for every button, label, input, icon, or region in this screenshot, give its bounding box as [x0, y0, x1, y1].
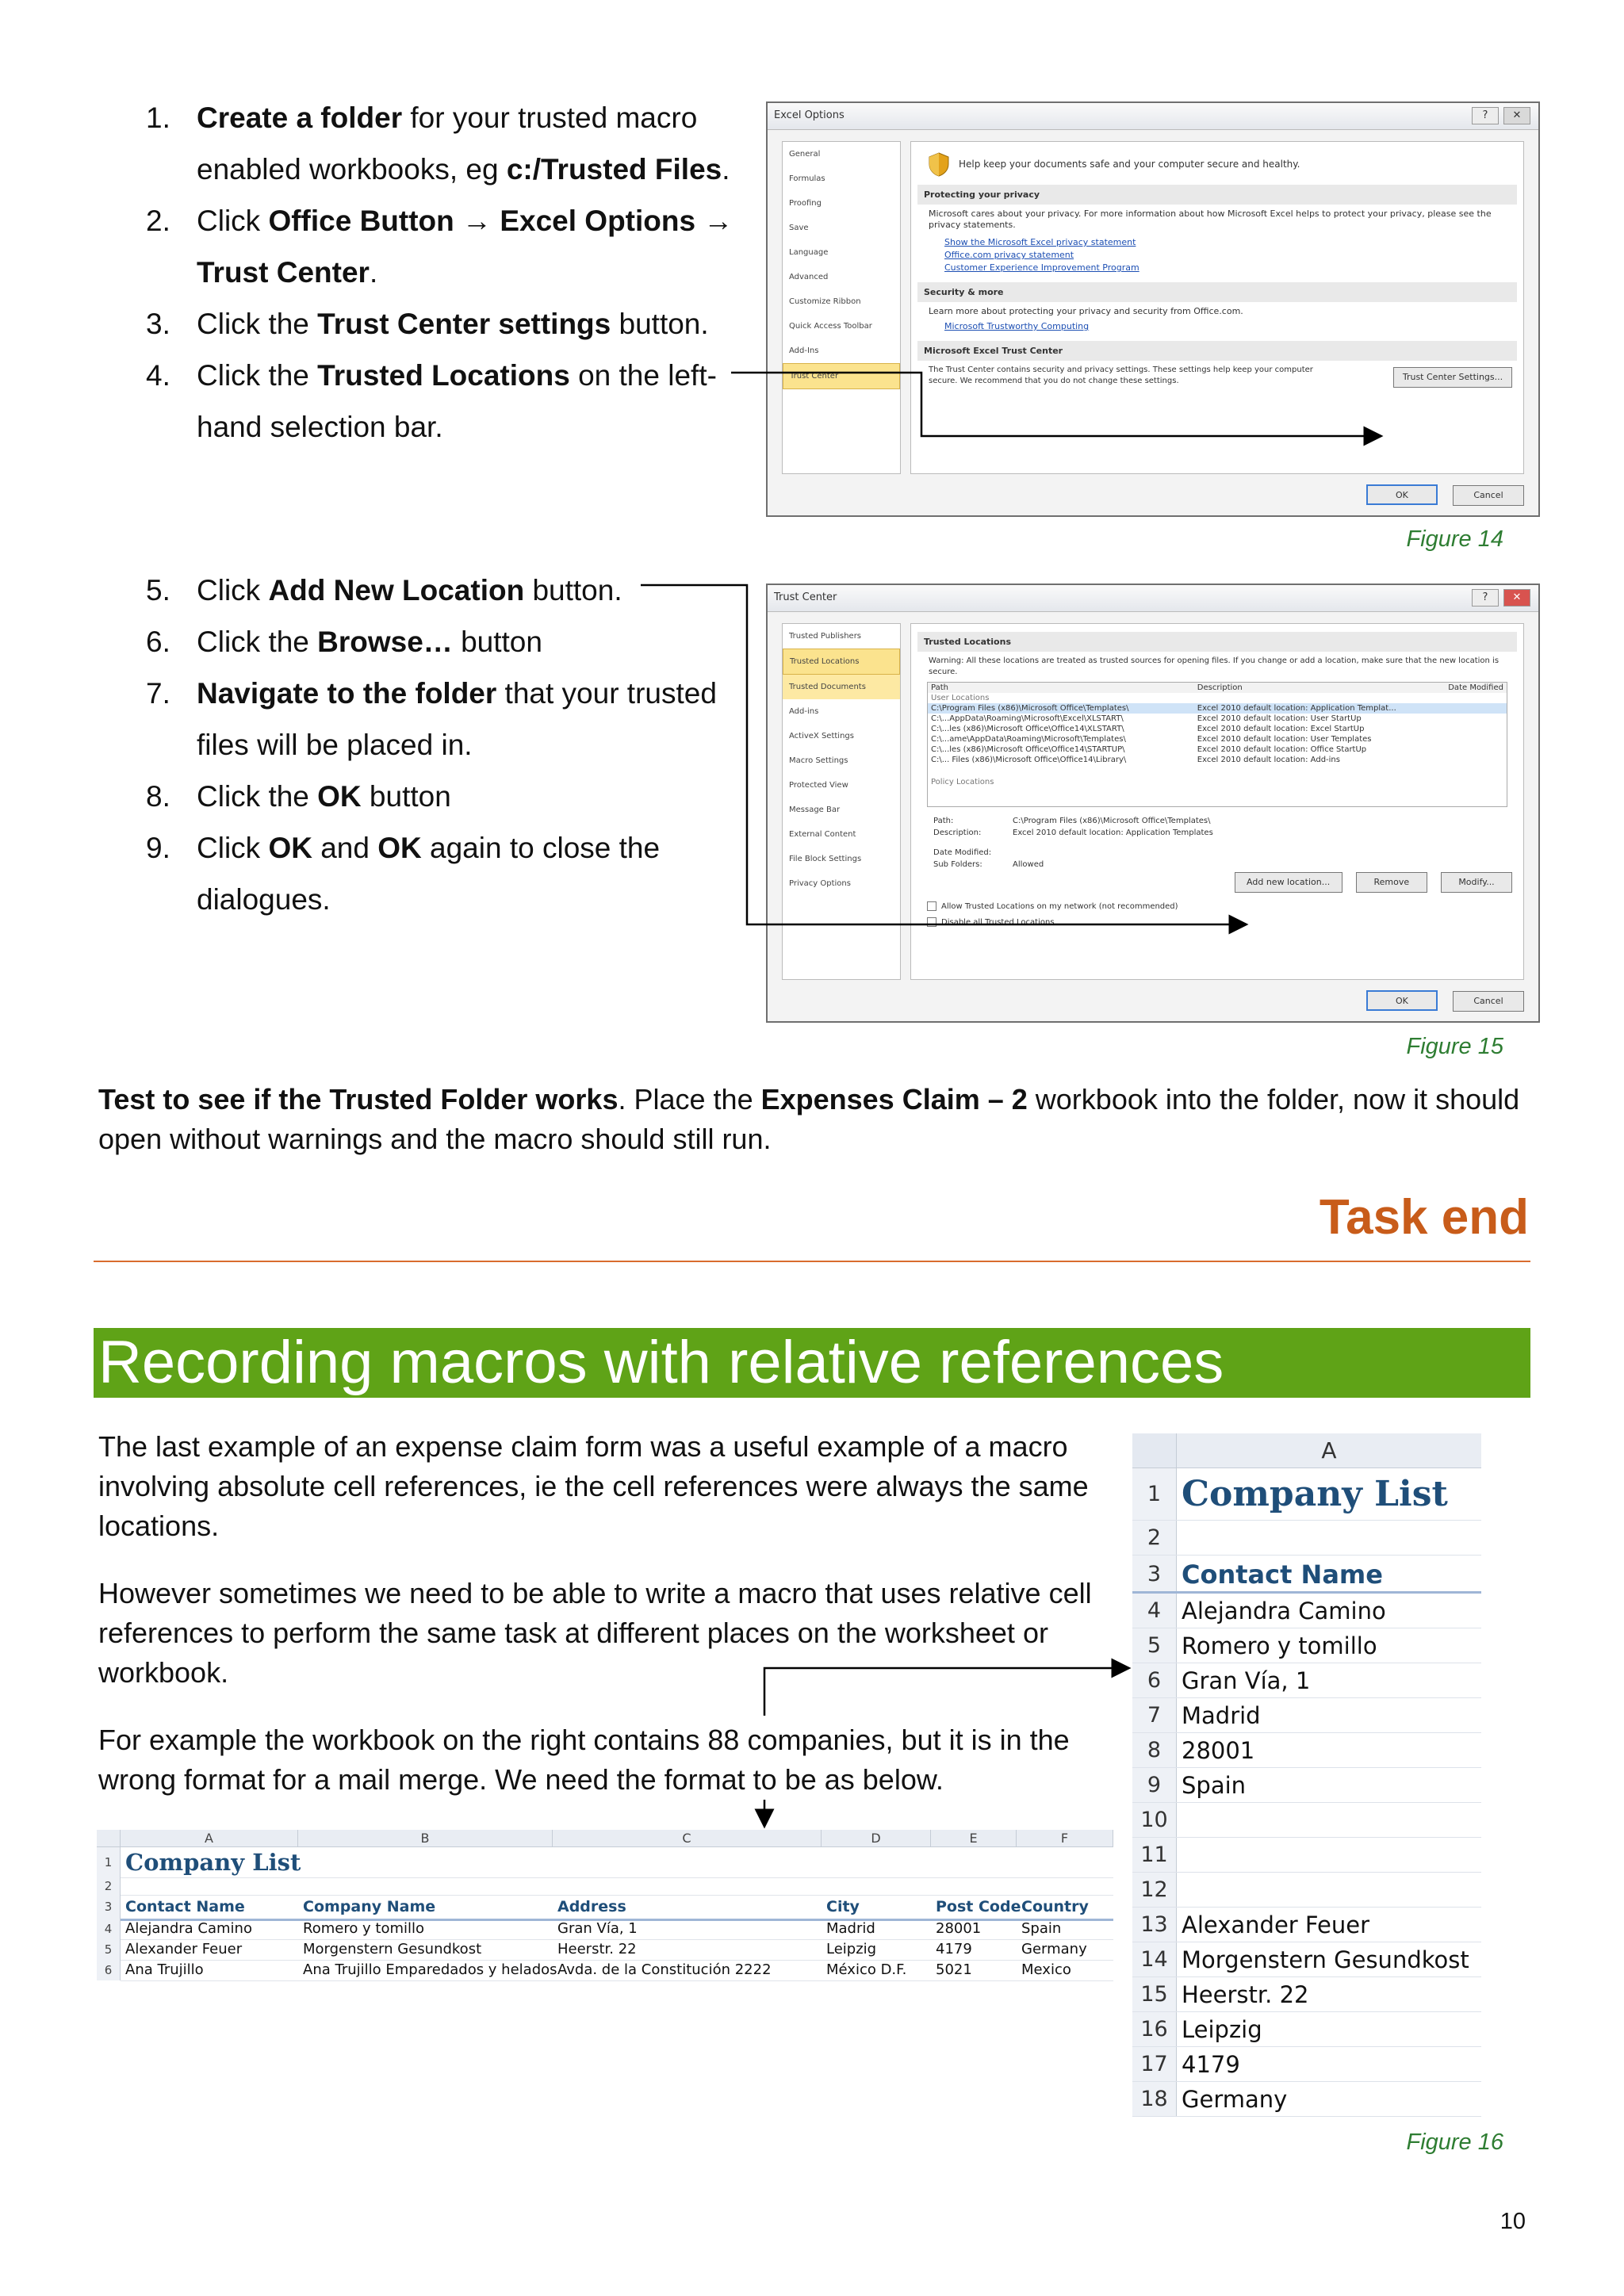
trust-center-pane	[910, 141, 1524, 474]
steps-list-a	[143, 92, 753, 453]
trust-center-screenshot	[766, 584, 1540, 1023]
select-all-corner[interactable]	[1132, 1433, 1177, 1468]
modify-button[interactable]: Modify...	[1441, 872, 1512, 893]
col-path: Path	[931, 683, 948, 692]
sheet-row[interactable]	[1132, 1594, 1481, 1628]
sheet-cell[interactable]: 28001	[1182, 1737, 1255, 1764]
step-bold-text: Add New Location	[268, 574, 525, 607]
location-description: Excel 2010 default location: Office StartUp	[1197, 745, 1367, 754]
sheet-cell[interactable]: Spain	[1021, 1920, 1062, 1937]
section-privacy: Protecting your privacy	[917, 185, 1517, 205]
location-row[interactable]	[928, 724, 1507, 734]
sheet-cell[interactable]: Alejandra Camino	[125, 1920, 252, 1937]
test-text-2: workbook into the folder, now it should open without warnings and the macro should still run.	[98, 1083, 1520, 1155]
sheet-row[interactable]	[1132, 2012, 1481, 2047]
test-bold-1: Test to see if the Trusted Folder works	[98, 1083, 619, 1115]
step-item	[143, 822, 745, 925]
sheet-row[interactable]	[1132, 1838, 1481, 1873]
cancel-button[interactable]: Cancel	[1453, 991, 1524, 1012]
nav-item[interactable]: Trusted Documents	[783, 675, 900, 699]
nav-item[interactable]: Trusted Publishers	[789, 632, 862, 641]
step-bold-text: Office Button → Excel Options → Trust Center	[197, 205, 733, 289]
sheet-title[interactable]: Company List	[125, 1849, 301, 1876]
step-number: 7.	[146, 677, 170, 710]
location-description: Excel 2010 default location: Add-ins	[1197, 756, 1340, 764]
step-number: 3.	[146, 308, 170, 340]
step-bold-text: Trusted Locations	[317, 359, 570, 392]
location-row[interactable]	[928, 744, 1507, 755]
add-new-location-button[interactable]: Add new location...	[1235, 872, 1342, 893]
sheet-cell[interactable]: Ana Trujillo	[125, 1961, 204, 1978]
column-title[interactable]: Post Code	[936, 1898, 1021, 1915]
location-row[interactable]	[928, 734, 1507, 744]
column-title[interactable]: Company Name	[303, 1898, 436, 1915]
sheet-cell[interactable]: Alexander Feuer	[125, 1941, 243, 1957]
step-text: Click the	[197, 780, 318, 813]
column-header[interactable]: A	[121, 1830, 298, 1847]
location-path: C:\... Files (x86)\Microsoft Office\Office14\Library\	[931, 756, 1127, 764]
sheet-cell[interactable]: México D.F.	[826, 1961, 907, 1978]
step-text: Click the	[197, 626, 318, 658]
sheet-row[interactable]	[1132, 1803, 1481, 1838]
trusted-locations-pane	[910, 623, 1524, 980]
options-nav	[782, 141, 901, 474]
sheet-row[interactable]	[1132, 1908, 1481, 1942]
sheet-cell[interactable]: Romero y tomillo	[303, 1920, 425, 1937]
dialog-titlebar	[768, 585, 1538, 612]
step-text: .	[722, 153, 730, 186]
figure-15-caption: Figure 15	[1406, 1034, 1503, 1059]
dialog-titlebar	[768, 103, 1538, 130]
step-bold-text: OK	[268, 832, 312, 864]
step-number: 9.	[146, 832, 170, 864]
step-text: Click	[197, 205, 269, 237]
col-date-modified: Date Modified	[1448, 683, 1503, 692]
step-item	[143, 92, 753, 195]
column-header[interactable]: C	[553, 1830, 822, 1847]
sub-folders-value: Allowed	[1013, 860, 1044, 869]
task-end-heading: Task end	[1319, 1190, 1529, 1245]
step-text: button	[452, 626, 542, 658]
column-title[interactable]: Country	[1021, 1898, 1089, 1915]
column-header-a[interactable]: A	[1177, 1433, 1481, 1468]
paragraph-3: For example the workbook on the right contains 88 companies, but it is in the wrong format for a mail merge. We need the format to be as below.	[98, 1724, 1070, 1796]
trustworthy-link[interactable]: Microsoft Trustworthy Computing	[944, 321, 1090, 331]
dialog-buttons	[1355, 990, 1524, 1012]
sheet-cell[interactable]: Leipzig	[1182, 2016, 1262, 2043]
nav-item[interactable]: Proofing	[789, 199, 822, 208]
sheet-row[interactable]	[1132, 2082, 1481, 2117]
row-number[interactable]: 16	[1132, 2012, 1177, 2046]
divider	[94, 1261, 1530, 1262]
sheet-row[interactable]	[1132, 1873, 1481, 1908]
nav-item[interactable]: Privacy Options	[789, 879, 851, 888]
page-number: 10	[1500, 2209, 1526, 2234]
column-header[interactable]: E	[931, 1830, 1017, 1847]
row-number[interactable]: 8	[1132, 1733, 1177, 1767]
nav-item[interactable]: Macro Settings	[789, 756, 848, 765]
step-text: button.	[611, 308, 709, 340]
location-path: C:\...les (x86)\Microsoft Office\Office14\XLSTART\	[931, 725, 1124, 733]
nav-item[interactable]: Language	[789, 248, 829, 257]
sheet-row[interactable]	[1132, 1663, 1481, 1698]
gridline	[121, 1877, 1113, 1878]
location-row[interactable]	[928, 755, 1507, 765]
test-bold-2: Expenses Claim – 2	[760, 1083, 1028, 1115]
help-icon[interactable]: ?	[1472, 589, 1499, 607]
privacy-link[interactable]: Customer Experience Improvement Program	[944, 262, 1139, 273]
row-number[interactable]: 10	[1132, 1803, 1177, 1837]
checkbox-allow-network[interactable]	[927, 901, 936, 911]
step-item	[143, 195, 753, 298]
location-details	[933, 815, 1501, 871]
step-number: 6.	[146, 626, 170, 658]
step-number: 4.	[146, 359, 170, 392]
step-item	[143, 616, 745, 668]
close-icon[interactable]: ✕	[1503, 589, 1530, 607]
locations-table	[927, 682, 1507, 807]
sheet-cell[interactable]: Company List	[1182, 1474, 1448, 1514]
location-path: C:\Program Files (x86)\Microsoft Office\Templates\	[931, 704, 1129, 713]
step-text: button.	[524, 574, 622, 607]
policy-locations-label: Policy Locations	[931, 778, 994, 786]
cancel-button[interactable]: Cancel	[1453, 485, 1524, 506]
privacy-text: Microsoft cares about your privacy. For more information about how Microsoft Excel helps to protect your privacy, please see the privacy statements.	[929, 209, 1492, 230]
trust-center-nav	[782, 623, 901, 980]
sheet-row[interactable]	[1132, 1521, 1481, 1556]
sheet-row[interactable]	[1132, 1698, 1481, 1733]
step-bold-text: Navigate to the folder	[197, 677, 497, 710]
row-number[interactable]: 14	[1132, 1942, 1177, 1976]
step-item	[143, 771, 745, 822]
sheet-cell[interactable]: Madrid	[1182, 1702, 1261, 1729]
column-header[interactable]: B	[298, 1830, 553, 1847]
sheet-cell[interactable]: Gran Vía, 1	[557, 1920, 638, 1937]
nav-item[interactable]: Add-ins	[789, 707, 819, 716]
disable-all-label: Disable all Trusted Locations	[941, 918, 1055, 927]
step-text: Click	[197, 832, 269, 864]
nav-item[interactable]: Message Bar	[789, 806, 841, 814]
row-number[interactable]: 11	[1132, 1838, 1177, 1872]
nav-item[interactable]: Trust Center	[783, 363, 900, 389]
paragraph-2: However sometimes we need to be able to write a macro that uses relative cell references to perform the same task at different places on the worksheet or workbook.	[98, 1577, 1092, 1689]
sub-folders-label: Sub Folders:	[933, 860, 982, 869]
warning-text: Warning: All these locations are treated as trusted sources for opening files. If you change or add a location, make sure that the new location is secure.	[929, 656, 1500, 676]
sheet-row[interactable]	[1132, 1556, 1481, 1594]
nav-item[interactable]: Add-Ins	[789, 346, 819, 355]
nav-item[interactable]: External Content	[789, 830, 856, 839]
col-description: Description	[1197, 683, 1243, 692]
close-icon[interactable]: ✕	[1503, 107, 1530, 124]
row-number[interactable]: 2	[97, 1877, 121, 1895]
step-text: again to close the dialogues.	[197, 832, 661, 916]
row-number[interactable]: 17	[1132, 2047, 1177, 2081]
sheet-cell[interactable]: 28001	[936, 1920, 982, 1937]
tagline: Help keep your documents safe and your computer secure and healthy.	[959, 159, 1300, 170]
paragraph-1: The last example of an expense claim form was a useful example of a macro involving absolute cell references, ie the cell references were always the same locations.	[98, 1430, 1089, 1542]
sheet-cell[interactable]: Morgenstern Gesundkost	[303, 1941, 482, 1957]
step-text: Click the	[197, 359, 318, 392]
sheet-cell[interactable]: Alexander Feuer	[1182, 1911, 1370, 1938]
column-title[interactable]: City	[826, 1898, 860, 1915]
step-item	[143, 298, 753, 350]
location-path: C:\...les (x86)\Microsoft Office\Office14\STARTUP\	[931, 745, 1125, 754]
location-path: C:\...ame\AppData\Roaming\Microsoft\Templates\	[931, 735, 1126, 744]
row-number[interactable]: 13	[1132, 1908, 1177, 1942]
sheet-cell[interactable]: 5021	[936, 1961, 972, 1978]
ok-button[interactable]: OK	[1366, 990, 1438, 1011]
user-locations-label: User Locations	[931, 694, 990, 702]
sheet-cell[interactable]: Contact Name	[1182, 1559, 1383, 1590]
sheet-cell[interactable]: Alejandra Camino	[1182, 1598, 1386, 1624]
nav-item[interactable]: File Block Settings	[789, 855, 862, 863]
location-description: Excel 2010 default location: User Templates	[1197, 735, 1372, 744]
dialog-buttons	[1355, 484, 1524, 506]
sheet-cell[interactable]: Avda. de la Constitución 2222	[557, 1961, 772, 1978]
sheet-row[interactable]	[1132, 1768, 1481, 1803]
sheet-cell[interactable]: Mexico	[1021, 1961, 1071, 1978]
vertical-worksheet	[1132, 1433, 1481, 2123]
nav-item[interactable]: ActiveX Settings	[789, 732, 854, 740]
location-path: C:\...AppData\Roaming\Microsoft\Excel\XLSTART\	[931, 714, 1124, 723]
sheet-cell[interactable]: Spain	[1182, 1772, 1247, 1799]
sheet-row[interactable]	[1132, 1628, 1481, 1663]
step-item	[143, 564, 745, 616]
row-number[interactable]: 9	[1132, 1768, 1177, 1802]
step-bold-text: c:/Trusted Files	[506, 153, 722, 186]
description-value: Excel 2010 default location: Application Templates	[1013, 828, 1213, 837]
sheet-cell[interactable]: Romero y tomillo	[1182, 1632, 1377, 1659]
step-bold-text: Trust Center settings	[317, 308, 611, 340]
location-description: Excel 2010 default location: User StartUp	[1197, 714, 1362, 723]
column-header[interactable]: F	[1017, 1830, 1113, 1847]
row-number[interactable]: 3	[1132, 1556, 1177, 1591]
privacy-link[interactable]: Show the Microsoft Excel privacy statement	[944, 237, 1136, 247]
step-bold-text: OK	[377, 832, 422, 864]
remove-button[interactable]: Remove	[1356, 872, 1427, 893]
trusted-locations-header: Trusted Locations	[917, 632, 1517, 652]
row-number[interactable]: 5	[1132, 1628, 1177, 1663]
step-text: .	[369, 256, 378, 289]
description-label: Description:	[933, 828, 982, 837]
sheet-row[interactable]	[1132, 1942, 1481, 1977]
row-number[interactable]: 4	[1132, 1594, 1177, 1628]
location-row[interactable]	[928, 703, 1507, 714]
location-description: Excel 2010 default location: Excel StartUp	[1197, 725, 1365, 733]
sheet-cell[interactable]: 4179	[1182, 2051, 1240, 2078]
nav-item[interactable]: Formulas	[789, 174, 825, 183]
step-bold-text: Create a folder	[197, 101, 403, 134]
location-row[interactable]	[928, 714, 1507, 724]
location-description: Excel 2010 default location: Application Templat...	[1197, 704, 1396, 713]
select-all-corner[interactable]	[97, 1830, 121, 1847]
row-number[interactable]: 1	[97, 1847, 121, 1877]
horizontal-worksheet	[97, 1830, 1113, 2004]
sheet-cell[interactable]: 4179	[936, 1941, 972, 1957]
sheet-row[interactable]	[1132, 1733, 1481, 1768]
sheet-row[interactable]	[1132, 2047, 1481, 2082]
step-text: button	[361, 780, 451, 813]
sheet-cell[interactable]: Morgenstern Gesundkost	[1182, 1946, 1469, 1973]
step-number: 8.	[146, 780, 170, 813]
row-number[interactable]: 6	[1132, 1663, 1177, 1697]
row-number[interactable]: 4	[97, 1919, 121, 1939]
test-paragraph	[98, 1080, 1526, 1159]
checkbox-disable-all[interactable]	[927, 917, 936, 927]
column-header[interactable]: D	[822, 1830, 931, 1847]
path-label: Path:	[933, 817, 954, 825]
nav-item[interactable]: Quick Access Toolbar	[789, 322, 872, 331]
nav-item[interactable]: Trusted Locations	[783, 649, 900, 675]
section-header	[94, 1328, 1530, 1398]
sheet-cell[interactable]: Germany	[1021, 1941, 1087, 1957]
row-number[interactable]: 15	[1132, 1977, 1177, 2011]
nav-item[interactable]: Customize Ribbon	[789, 297, 861, 306]
security-text: Learn more about protecting your privacy and security from Office.com.	[929, 306, 1243, 316]
row-number[interactable]: 7	[1132, 1698, 1177, 1732]
trust-center-text: The Trust Center contains security and privacy settings. These settings help keep your computer secure. We recommend that you do not change these settings.	[929, 365, 1313, 385]
dialog-title: Excel Options	[774, 109, 845, 121]
row-number[interactable]: 18	[1132, 2082, 1177, 2116]
step-item	[143, 668, 745, 771]
figure-16-caption: Figure 16	[1406, 2130, 1503, 2155]
row-number[interactable]: 3	[97, 1895, 121, 1919]
ok-button[interactable]: OK	[1366, 484, 1438, 505]
nav-item[interactable]: Save	[789, 224, 809, 232]
step-number: 2.	[146, 205, 170, 237]
column-title[interactable]: Contact Name	[125, 1898, 245, 1915]
sheet-cell[interactable]: Heerstr. 22	[1182, 1981, 1309, 2008]
help-icon[interactable]: ?	[1472, 107, 1499, 124]
step-bold-text: Browse…	[317, 626, 453, 658]
section-security: Security & more	[917, 282, 1517, 302]
step-text: and	[312, 832, 378, 864]
privacy-links	[922, 237, 1512, 273]
step-item	[143, 350, 753, 453]
step-number: 5.	[146, 574, 170, 607]
sheet-cell[interactable]: Heerstr. 22	[557, 1941, 637, 1957]
steps-list-b	[143, 564, 745, 925]
sheet-cell[interactable]: Germany	[1182, 2086, 1288, 2113]
allow-network-label: Allow Trusted Locations on my network (not recommended)	[941, 902, 1178, 911]
sheet-cell[interactable]: Ana Trujillo Emparedados y helados	[303, 1961, 557, 1978]
row-number[interactable]: 5	[97, 1939, 121, 1960]
test-text-1: . Place the	[618, 1083, 761, 1115]
step-text: that your trusted files will be placed in.	[197, 677, 717, 761]
nav-item[interactable]: General	[789, 150, 821, 159]
step-text: for your trusted macro enabled workbooks, eg	[197, 101, 698, 186]
dialog-title: Trust Center	[774, 591, 837, 603]
step-bold-text: OK	[317, 780, 362, 813]
sheet-cell[interactable]: Madrid	[826, 1920, 875, 1937]
step-text: on the left-hand selection bar.	[197, 359, 717, 443]
date-modified-label: Date Modified:	[933, 848, 992, 857]
sheet-row[interactable]	[1132, 1468, 1481, 1521]
row-number[interactable]: 1	[1132, 1468, 1177, 1520]
sheet-cell[interactable]: Gran Vía, 1	[1182, 1667, 1311, 1694]
sheet-row[interactable]	[1132, 1977, 1481, 2012]
nav-item[interactable]: Protected View	[789, 781, 848, 790]
privacy-link[interactable]: Office.com privacy statement	[944, 250, 1074, 260]
step-text: Click	[197, 574, 269, 607]
step-text: Click the	[197, 308, 318, 340]
section-title: Recording macros with relative references	[98, 1329, 1224, 1396]
sheet-cell[interactable]: Leipzig	[826, 1941, 877, 1957]
shield-icon	[927, 151, 951, 177]
column-title[interactable]: Address	[557, 1898, 626, 1915]
excel-options-screenshot	[766, 101, 1540, 517]
path-value: C:\Program Files (x86)\Microsoft Office\Templates\	[1013, 817, 1211, 825]
figure-14-caption: Figure 14	[1406, 526, 1503, 552]
row-number[interactable]: 2	[1132, 1521, 1177, 1555]
row-number[interactable]: 6	[97, 1960, 121, 1980]
trust-center-settings-button[interactable]: Trust Center Settings...	[1393, 367, 1512, 388]
nav-item[interactable]: Advanced	[789, 273, 829, 281]
section-trust-center: Microsoft Excel Trust Center	[917, 341, 1517, 361]
step-number: 1.	[146, 101, 170, 134]
gridline	[121, 1980, 1113, 1981]
row-number[interactable]: 12	[1132, 1873, 1177, 1907]
